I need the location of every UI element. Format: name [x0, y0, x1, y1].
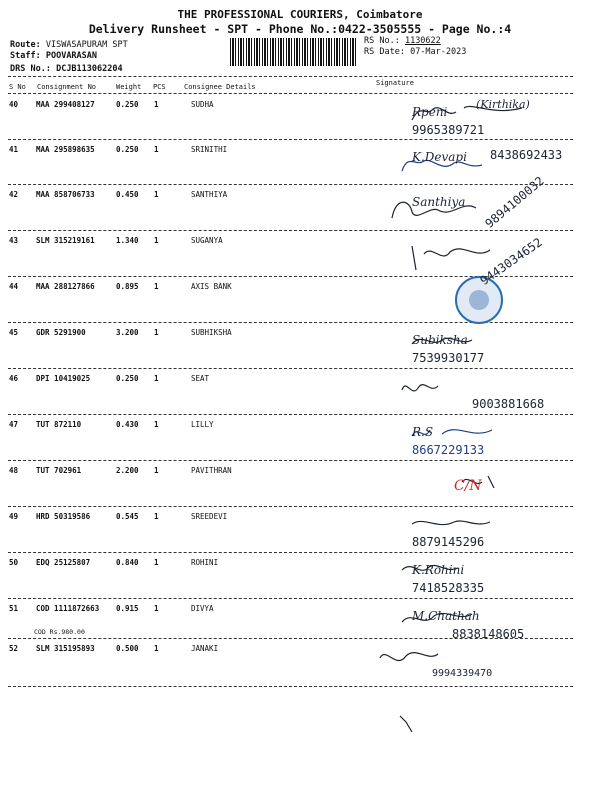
- row-consignment-no: EDQ 25125807: [36, 558, 91, 567]
- signature-13: [372, 642, 582, 684]
- row-sno: 42: [9, 190, 19, 199]
- row-consignee: SEAT: [191, 374, 210, 383]
- signature-name: M.Chathah: [412, 609, 480, 623]
- row-consignee: SRINITHI: [191, 145, 228, 154]
- row-divider: [8, 598, 573, 599]
- signature-name: K.Devapi: [412, 150, 467, 164]
- row-sno: 52: [9, 644, 19, 653]
- row-pcs: 1: [154, 512, 159, 521]
- row-weight: 0.500: [116, 644, 139, 653]
- header-divider: [8, 76, 573, 77]
- row-pcs: 1: [154, 558, 159, 567]
- rs-date-label: RS Date:: [364, 47, 405, 57]
- row-pcs: 1: [154, 420, 159, 429]
- row-consignment-no: SLM 315195893: [36, 644, 95, 653]
- row-divider: [8, 414, 573, 415]
- row-consignee: SUGANYA: [191, 236, 223, 245]
- row-sno: 50: [9, 558, 19, 567]
- signature-7: [372, 372, 582, 414]
- drs-value: DCJB113062204: [56, 64, 123, 74]
- signature-4: [372, 234, 582, 288]
- row-consignee: ROHINI: [191, 558, 219, 567]
- rs-date-value: 07-Mar-2023: [410, 47, 467, 57]
- drs-label: DRS No.:: [10, 64, 51, 74]
- row-pcs: 1: [154, 644, 159, 653]
- signature-note: (Kirthika): [476, 98, 530, 111]
- column-header-divider: [8, 93, 573, 94]
- signature-name: K.Rohini: [412, 563, 465, 577]
- row-consignment-no: TUT 872110: [36, 420, 82, 429]
- row-divider: [8, 460, 573, 461]
- signature-name: Subiksha: [412, 333, 468, 347]
- signature-phone: 8438692433: [490, 148, 563, 162]
- col-sno: S No: [9, 83, 26, 91]
- sheet-title: Delivery Runsheet - SPT - Phone No.:0422-3505555 - Page No.:4: [88, 22, 512, 36]
- row-consignee: JANAKI: [191, 644, 219, 653]
- row-weight: 0.250: [116, 374, 139, 383]
- row-pcs: 1: [154, 466, 159, 475]
- signature-6: [372, 326, 582, 368]
- row-sno: 51: [9, 604, 19, 613]
- signature-name: R.S: [412, 425, 434, 439]
- row-divider: [8, 552, 573, 553]
- row-weight: 1.340: [116, 236, 139, 245]
- row-consignee: SUBHIKSHA: [191, 328, 232, 337]
- tick-mark: [398, 710, 418, 734]
- row-weight: 0.430: [116, 420, 139, 429]
- signature-phone: 9994339470: [432, 668, 493, 679]
- row-sno: 44: [9, 282, 19, 291]
- signature-phone: 8667229133: [412, 443, 485, 457]
- staff-value: POOVARASAN: [45, 51, 98, 61]
- row-consignment-no: GDR 5291900: [36, 328, 86, 337]
- signature-3: [372, 173, 582, 231]
- row-sno: 47: [9, 420, 19, 429]
- col-consignee: Consignee Details: [184, 83, 256, 91]
- row-pcs: 1: [154, 236, 159, 245]
- row-consignee: LILLY: [191, 420, 214, 429]
- row-weight: 0.840: [116, 558, 139, 567]
- row-weight: 0.895: [116, 282, 139, 291]
- row-weight: 0.250: [116, 145, 139, 154]
- signature-phone: 9965389721: [412, 123, 485, 137]
- col-consignment: Consignment No: [37, 83, 97, 91]
- signature-note: C/N: [454, 478, 482, 494]
- row-pcs: 1: [154, 190, 159, 199]
- row-sno: 40: [9, 100, 19, 109]
- row-pcs: 1: [154, 328, 159, 337]
- signature-stroke: [402, 385, 438, 391]
- staff-label: Staff:: [10, 51, 41, 61]
- row-pcs: 1: [154, 145, 159, 154]
- row-consignment-no: MAA 295898635: [36, 145, 95, 154]
- signature-5: [372, 280, 582, 322]
- row-weight: 2.200: [116, 466, 139, 475]
- staff-line: [10, 51, 97, 61]
- signature-1: [372, 98, 582, 140]
- row-consignment-no: COD 1111872663: [36, 604, 100, 613]
- row-consignee: SUDHA: [191, 100, 214, 109]
- rs-no-line: [364, 36, 441, 46]
- row-divider: [8, 506, 573, 507]
- row-weight: 0.915: [116, 604, 139, 613]
- row-consignment-no: SLM 315219161: [36, 236, 95, 245]
- company-title: THE PROFESSIONAL COURIERS, Coimbatore: [177, 8, 423, 21]
- signature-phone: 9894100032: [482, 173, 547, 231]
- table-end-divider: [8, 686, 573, 687]
- signature-12: [372, 602, 582, 644]
- row-sno: 48: [9, 466, 19, 475]
- row-weight: 0.545: [116, 512, 139, 521]
- row-weight: 0.450: [116, 190, 139, 199]
- signature-phone: 7418528335: [412, 581, 485, 595]
- row-consignee: SREEDEVI: [191, 512, 228, 521]
- row-sno: 43: [9, 236, 19, 245]
- row-consignee: SANTHIYA: [191, 190, 228, 199]
- row-divider: [8, 368, 573, 369]
- col-pcs: PCS: [153, 83, 166, 91]
- row-consignee: DIVYA: [191, 604, 214, 613]
- signature-phone: 8838148605: [452, 627, 525, 641]
- signature-2: [372, 143, 582, 185]
- route-value: VISWASAPURAM SPT: [45, 40, 128, 50]
- row-consignment-no: HRD 50319586: [36, 512, 91, 521]
- row-sno: 49: [9, 512, 19, 521]
- rs-no-label: RS No.:: [364, 36, 400, 46]
- row-consignment-no: DPI 10419025: [36, 374, 91, 383]
- signature-phone: 8879145296: [412, 535, 485, 549]
- row-sno: 45: [9, 328, 19, 337]
- signature-phone: 7539930177: [412, 351, 485, 365]
- row-divider: [8, 230, 573, 231]
- row-sno: 41: [9, 145, 19, 154]
- signature-name: Rpeni: [412, 105, 448, 119]
- signature-phone: 9443034652: [477, 235, 545, 288]
- signature-stroke: [380, 653, 438, 661]
- row-sno: 46: [9, 374, 19, 383]
- row-pcs: 1: [154, 374, 159, 383]
- row-pcs: 1: [154, 100, 159, 109]
- drs-line: [10, 64, 123, 74]
- row-weight: 0.250: [116, 100, 139, 109]
- row-consignment-no: MAA 299408127: [36, 100, 95, 109]
- rs-date-line: [364, 47, 466, 57]
- signature-phone: 9003881668: [472, 397, 545, 411]
- col-weight: Weight: [116, 83, 142, 91]
- row-consignment-no: MAA 288127866: [36, 282, 95, 291]
- row-consignee: AXIS BANK: [191, 282, 232, 291]
- row-consignment-no: MAA 858706733: [36, 190, 95, 199]
- signature-stroke: [412, 246, 490, 270]
- rs-no-value: 1130622: [404, 36, 441, 46]
- row-weight: 3.200: [116, 328, 139, 337]
- row-consignee: PAVITHRAN: [191, 466, 232, 475]
- signature-name: Santhiya: [412, 195, 466, 209]
- row-consignment-no: TUT 702961: [36, 466, 82, 475]
- row-cod-amount: COD Rs.980.00: [34, 628, 85, 636]
- route-line: [10, 40, 128, 50]
- signature-10: [372, 510, 582, 552]
- row-pcs: 1: [154, 282, 159, 291]
- col-signature: Signature: [376, 79, 414, 87]
- signature-stroke: [412, 521, 490, 525]
- barcode: [230, 38, 356, 66]
- signature-9: [372, 464, 582, 506]
- signature-11: [372, 556, 582, 598]
- signature-8: [372, 418, 582, 460]
- row-pcs: 1: [154, 604, 159, 613]
- route-label: Route:: [10, 40, 41, 50]
